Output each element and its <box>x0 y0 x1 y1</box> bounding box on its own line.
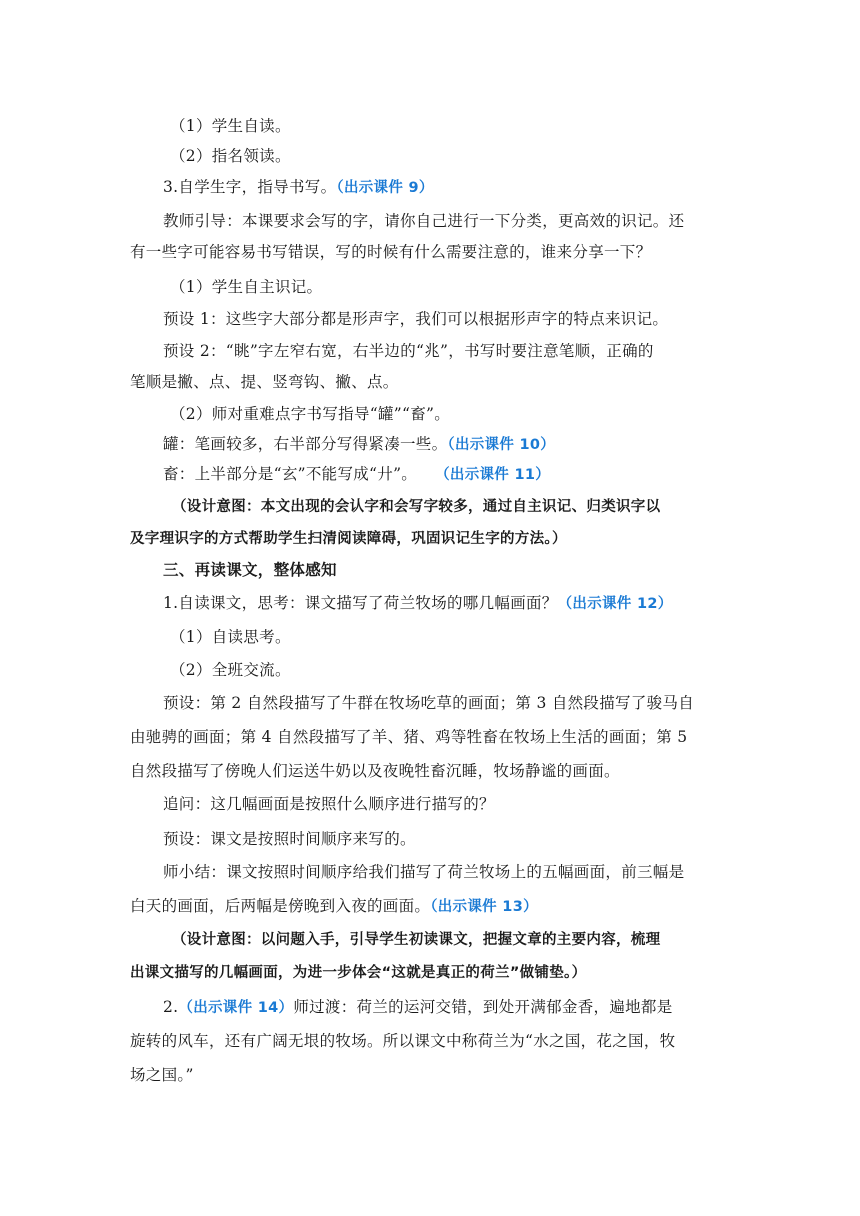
paragraph-line: （1）自读思考。 <box>170 628 291 646</box>
design-intent: （设计意图：本文出现的会认字和会写字较多，通过自主识记、归类识字以 <box>172 499 661 515</box>
courseware-cue: （出示课件 14） <box>178 1000 294 1016</box>
paragraph-line: （2）指名领读。 <box>170 147 291 165</box>
paragraph-line: 自然段描写了傍晚人们运送牛奶以及夜晚牲畜沉睡，牧场静谧的画面。 <box>130 762 620 780</box>
paragraph-line: 有一些字可能容易书写错误，写的时候有什么需要注意的，谁来分享一下？ <box>130 243 652 261</box>
paragraph-line: 预设 1：这些字大部分都是形声字，我们可以根据形声字的特点来识记。 <box>163 310 669 328</box>
paragraph-line: （2）师对重难点字书写指导“罐”“畜”。 <box>170 405 451 423</box>
design-intent: 及字理识字的方式帮助学生扫清阅读障碍，巩固识记生字的方法。） <box>130 531 567 547</box>
design-intent: （设计意图：以问题入手，引导学生初读课文，把握文章的主要内容，梳理 <box>172 932 661 948</box>
paragraph-line: 旋转的风车，还有广阔无垠的牧场。所以课文中称荷兰为“水之国，花之国，牧 <box>130 1032 676 1050</box>
paragraph-line: 师小结：课文按照时间顺序给我们描写了荷兰牧场上的五幅画面，前三幅是 <box>163 863 685 881</box>
courseware-cue: （出示课件 11） <box>435 467 551 483</box>
paragraph-line: （2）全班交流。 <box>170 661 291 679</box>
paragraph-line: 畜：上半部分是“玄”不能写成“廾”。 （出示课件 11） <box>163 465 551 483</box>
paragraph-line: 1.自读课文，思考：课文描写了荷兰牧场的哪几幅画面？（出示课件 12） <box>163 594 673 612</box>
paragraph-line: （1）学生自读。 <box>170 117 291 135</box>
paragraph-line: 由驰骋的画面；第 4 自然段描写了羊、猪、鸡等牲畜在牧场上生活的画面；第 5 <box>130 728 688 746</box>
section-heading: 三、再读课文，整体感知 <box>163 561 337 579</box>
courseware-cue: （出示课件 13） <box>430 899 538 915</box>
courseware-cue: （出示课件 10） <box>447 437 556 453</box>
paragraph-line: 预设 2：“眺”字左窄右宽，右半边的“兆”，书写时要注意笔顺，正确的 <box>163 342 654 360</box>
courseware-cue: （出示课件 12） <box>557 596 673 612</box>
paragraph-line: （1）学生自主识记。 <box>170 278 323 296</box>
paragraph-line: 笔顺是撇、点、提、竖弯钩、撇、点。 <box>130 373 399 391</box>
courseware-cue: （出示课件 9） <box>336 180 434 196</box>
paragraph-line: 预设：课文是按照时间顺序来写的。 <box>163 830 416 848</box>
paragraph-line: 场之国。” <box>130 1066 194 1084</box>
paragraph-line: 罐：笔画较多，右半部分写得紧凑一些。（出示课件 10） <box>163 435 556 453</box>
paragraph-line: 教师引导：本课要求会写的字，请你自己进行一下分类，更高效的识记。还 <box>163 212 685 230</box>
paragraph-line: 追问：这几幅画面是按照什么顺序进行描写的？ <box>163 795 495 813</box>
paragraph-line: 预设：第 2 自然段描写了牛群在牧场吃草的画面；第 3 自然段描写了骏马自 <box>163 694 695 712</box>
paragraph-line: 2.（出示课件 14）师过渡：荷兰的运河交错，到处开满郁金香，遍地都是 <box>163 998 673 1016</box>
paragraph-line: 白天的画面，后两幅是傍晚到入夜的画面。（出示课件 13） <box>130 897 538 915</box>
paragraph-line: 3.自学生字，指导书写。（出示课件 9） <box>163 178 434 196</box>
design-intent: 出课文描写的几幅画面，为进一步体会“这就是真正的荷兰”做铺垫。） <box>130 965 587 981</box>
